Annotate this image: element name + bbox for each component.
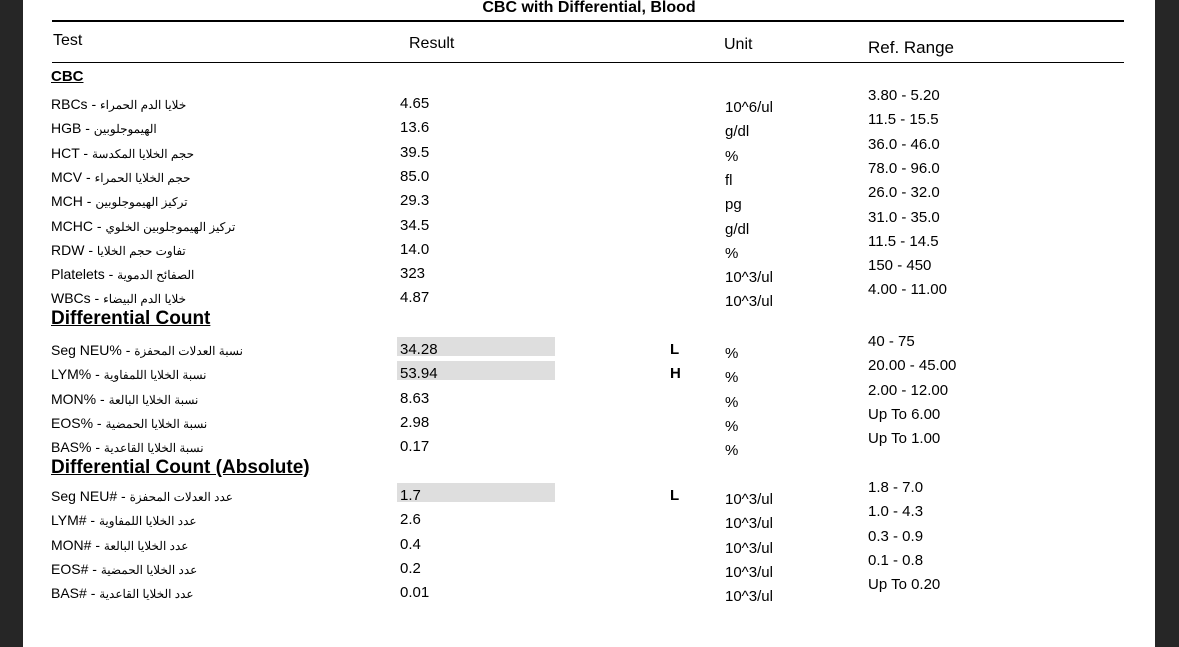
unit-value: % bbox=[725, 369, 739, 387]
test-arabic-name: نسبة الخلايا القاعدية bbox=[103, 441, 204, 456]
table-row bbox=[23, 576, 1155, 606]
table-row bbox=[23, 503, 1155, 533]
test-code: MCV bbox=[51, 168, 83, 185]
unit-value: g/dl bbox=[725, 220, 750, 238]
table-row bbox=[23, 551, 1155, 581]
test-arabic-name: نسبة الخلايا الحمضية bbox=[105, 416, 208, 431]
result-value: 4.65 bbox=[400, 95, 430, 112]
reference-range: 78.0 - 96.0 bbox=[868, 159, 940, 177]
result-value: 323 bbox=[400, 265, 426, 283]
unit-value: 10^3/ul bbox=[725, 539, 773, 557]
test-name: BAS# - عدد الخلايا القاعدية bbox=[51, 585, 194, 602]
reference-range: 11.5 - 14.5 bbox=[868, 232, 939, 250]
test-code: Seg NEU# bbox=[51, 488, 118, 504]
test-name: MON% - نسبة الخلايا البالعة bbox=[51, 390, 199, 407]
test-name: Platelets - الصفائح الدموية bbox=[51, 266, 195, 283]
result-flag: H bbox=[670, 365, 681, 383]
test-name: RDW - تفاوت حجم الخلايا bbox=[51, 241, 186, 258]
test-name: EOS# - عدد الخلايا الحمضية bbox=[51, 560, 198, 577]
test-name: MCH - تركيز الهيموجلوبين bbox=[51, 193, 188, 210]
reference-range: 1.8 - 7.0 bbox=[868, 479, 924, 496]
test-arabic-name: عدد الخلايا اللمفاوية bbox=[99, 514, 197, 529]
reference-range: 150 - 450 bbox=[868, 257, 932, 275]
table-row bbox=[23, 479, 1155, 508]
header-bottom-rule bbox=[52, 62, 1124, 63]
test-name: HGB - الهيموجلوبين bbox=[51, 120, 157, 137]
test-arabic-name: عدد الخلايا الحمضية bbox=[100, 562, 198, 577]
reference-range: Up To 6.00 bbox=[868, 405, 941, 423]
result-value: 2.98 bbox=[400, 413, 430, 431]
unit-value: 10^3/ul bbox=[725, 293, 773, 311]
reference-range: 31.0 - 35.0 bbox=[868, 208, 940, 226]
test-code: BAS# bbox=[51, 585, 87, 602]
unit-value: % bbox=[725, 147, 739, 165]
result-value: 0.01 bbox=[400, 584, 430, 602]
result-value: 29.3 bbox=[400, 192, 430, 210]
test-arabic-name: تركيز الهيموجلوبين الخلوي bbox=[105, 219, 236, 234]
unit-value: 10^3/ul bbox=[725, 563, 773, 581]
test-code: RBCs bbox=[51, 96, 88, 112]
reference-range: 36.0 - 46.0 bbox=[868, 135, 940, 153]
unit-value: % bbox=[725, 393, 739, 411]
test-name: BAS% - نسبة الخلايا القاعدية bbox=[51, 439, 204, 456]
test-arabic-name: نسبة الخلايا البالعة bbox=[108, 392, 199, 407]
header-test: Test bbox=[53, 32, 83, 49]
test-code: HCT bbox=[51, 144, 80, 161]
result-value: 39.5 bbox=[400, 143, 430, 161]
unit-value: 10^3/ul bbox=[725, 588, 773, 606]
unit-value: 10^6/ul bbox=[725, 99, 773, 116]
section-heading: Differential Count bbox=[51, 308, 211, 329]
reference-range: 11.5 - 15.5 bbox=[868, 111, 939, 129]
table-row bbox=[23, 208, 1155, 238]
test-code: EOS# bbox=[51, 560, 89, 577]
table-row bbox=[23, 357, 1155, 387]
section-heading: Differential Count (Absolute) bbox=[51, 457, 310, 478]
table-row bbox=[23, 333, 1155, 362]
result-value: 0.17 bbox=[400, 438, 430, 456]
reference-range: 0.1 - 0.8 bbox=[868, 551, 924, 569]
test-name: LYM# - عدد الخلايا اللمفاوية bbox=[51, 512, 197, 529]
test-name: HCT - حجم الخلايا المكدسة bbox=[51, 144, 195, 161]
reference-range: 1.0 - 4.3 bbox=[868, 503, 924, 521]
unit-value: 10^3/ul bbox=[725, 491, 773, 508]
reference-range: 40 - 75 bbox=[868, 333, 915, 350]
table-row bbox=[23, 381, 1155, 411]
section-heading: CBC bbox=[51, 68, 84, 85]
test-arabic-name: الهيموجلوبين bbox=[93, 122, 157, 137]
table-row bbox=[23, 281, 1155, 311]
unit-value: 10^3/ul bbox=[725, 515, 773, 533]
table-row bbox=[23, 159, 1155, 189]
test-arabic-name: الصفائح الدموية bbox=[117, 268, 195, 283]
unit-value: fl bbox=[725, 171, 733, 189]
test-arabic-name: تفاوت حجم الخلايا bbox=[96, 243, 186, 258]
result-value: 53.94 bbox=[400, 365, 438, 383]
unit-value: % bbox=[725, 417, 739, 435]
result-value: 34.5 bbox=[400, 216, 430, 234]
reference-range: 4.00 - 11.00 bbox=[868, 281, 947, 299]
unit-value: 10^3/ul bbox=[725, 269, 773, 287]
report-page bbox=[23, 0, 1155, 647]
result-value: 0.4 bbox=[400, 535, 421, 553]
unit-value: % bbox=[725, 345, 739, 362]
unit-value: pg bbox=[725, 196, 742, 214]
test-code: RDW bbox=[51, 241, 85, 258]
test-code: Seg NEU% bbox=[51, 342, 122, 358]
test-arabic-name: عدد الخلايا البالعة bbox=[103, 538, 189, 553]
test-code: LYM% bbox=[51, 366, 92, 383]
table-row bbox=[23, 430, 1155, 460]
reference-range: 20.00 - 45.00 bbox=[868, 357, 957, 375]
reference-range: 26.0 - 32.0 bbox=[868, 184, 940, 202]
test-arabic-name: نسبة العدلات المحفزة bbox=[134, 344, 243, 358]
test-name: LYM% - نسبة الخلايا اللمفاوية bbox=[51, 366, 207, 383]
unit-value: % bbox=[725, 442, 739, 460]
test-code: MCHC bbox=[51, 217, 93, 234]
header-top-rule bbox=[52, 20, 1124, 22]
unit-value: g/dl bbox=[725, 123, 750, 141]
table-row bbox=[23, 257, 1155, 287]
test-arabic-name: حجم الخلايا الحمراء bbox=[94, 170, 191, 185]
test-name: WBCs - خلايا الدم البيضاء bbox=[51, 290, 187, 307]
test-name: Seg NEU% - نسبة العدلات المحفزة bbox=[51, 342, 243, 358]
result-value: 1.7 bbox=[400, 487, 421, 504]
table-row bbox=[23, 527, 1155, 557]
result-value: 4.87 bbox=[400, 289, 430, 307]
test-code: Platelets bbox=[51, 266, 105, 283]
test-name: RBCs - خلايا الدم الحمراء bbox=[51, 96, 187, 112]
header-result: Result bbox=[409, 35, 455, 52]
test-code: MON# bbox=[51, 536, 92, 553]
table-row bbox=[23, 135, 1155, 165]
test-arabic-name: تركيز الهيموجلوبين bbox=[95, 195, 188, 210]
test-name: Seg NEU# - عدد العدلات المحفزة bbox=[51, 488, 233, 504]
table-row bbox=[23, 87, 1155, 116]
result-value: 13.6 bbox=[400, 119, 430, 137]
test-name: EOS% - نسبة الخلايا الحمضية bbox=[51, 414, 208, 431]
test-code: BAS% bbox=[51, 439, 92, 456]
test-code: MON% bbox=[51, 390, 97, 407]
result-flag: L bbox=[670, 341, 680, 358]
header-unit: Unit bbox=[724, 36, 753, 53]
test-code: MCH bbox=[51, 193, 83, 210]
test-code: HGB bbox=[51, 120, 82, 137]
test-arabic-name: خلايا الدم البيضاء bbox=[103, 292, 187, 307]
test-arabic-name: حجم الخلايا المكدسة bbox=[91, 146, 195, 161]
table-row bbox=[23, 111, 1155, 141]
result-value: 34.28 bbox=[400, 341, 438, 358]
result-value: 2.6 bbox=[400, 511, 421, 529]
header-ref-range: Ref. Range bbox=[868, 38, 954, 57]
reference-range: Up To 0.20 bbox=[868, 576, 941, 594]
test-arabic-name: عدد العدلات المحفزة bbox=[129, 490, 233, 504]
result-value: 8.63 bbox=[400, 389, 430, 407]
test-name: MCHC - تركيز الهيموجلوبين الخلوي bbox=[51, 217, 236, 234]
test-name: MON# - عدد الخلايا البالعة bbox=[51, 536, 189, 553]
reference-range: 3.80 - 5.20 bbox=[868, 87, 940, 104]
result-value: 0.2 bbox=[400, 559, 421, 577]
test-code: WBCs bbox=[51, 290, 91, 307]
test-arabic-name: عدد الخلايا القاعدية bbox=[99, 587, 194, 602]
reference-range: 0.3 - 0.9 bbox=[868, 527, 924, 545]
table-row bbox=[23, 184, 1155, 214]
test-name: MCV - حجم الخلايا الحمراء bbox=[51, 168, 191, 185]
test-arabic-name: نسبة الخلايا اللمفاوية bbox=[103, 368, 207, 383]
unit-value: % bbox=[725, 244, 739, 262]
table-row bbox=[23, 232, 1155, 262]
test-code: LYM# bbox=[51, 512, 87, 529]
result-flag: L bbox=[670, 487, 680, 504]
report-title: CBC with Differential, Blood bbox=[482, 0, 696, 16]
test-code: EOS% bbox=[51, 414, 94, 431]
result-value: 85.0 bbox=[400, 167, 430, 185]
test-arabic-name: خلايا الدم الحمراء bbox=[100, 98, 187, 112]
reference-range: 2.00 - 12.00 bbox=[868, 381, 949, 399]
table-row bbox=[23, 405, 1155, 435]
reference-range: Up To 1.00 bbox=[868, 430, 941, 448]
result-value: 14.0 bbox=[400, 240, 430, 258]
